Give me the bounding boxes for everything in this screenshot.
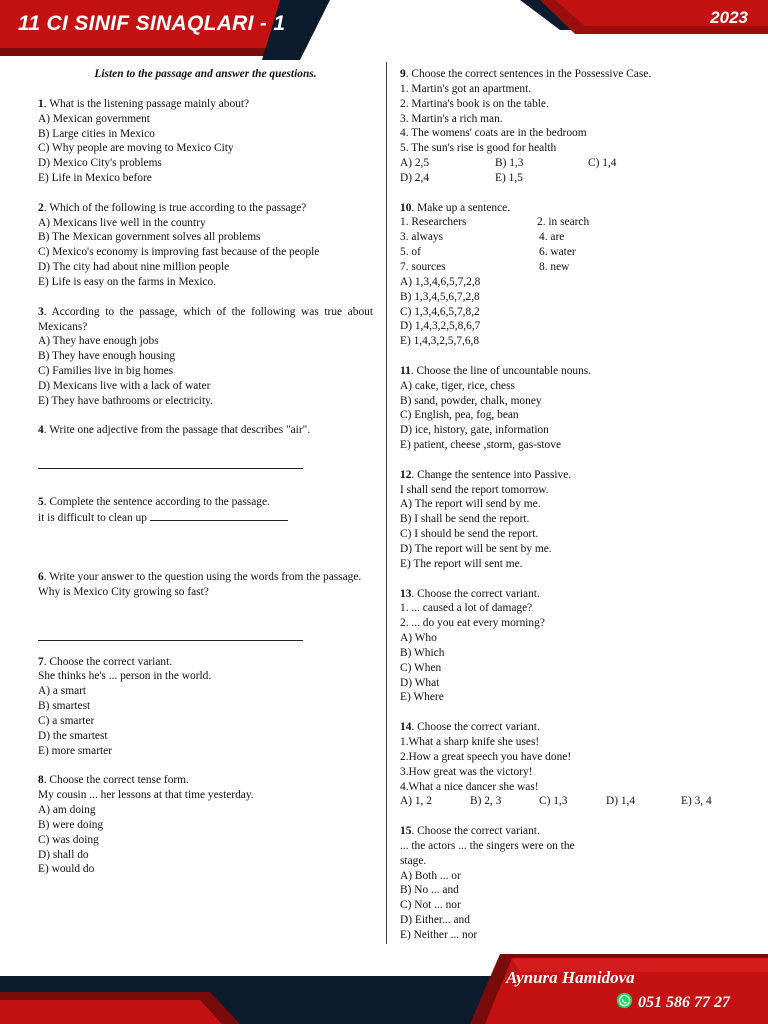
question-number: 4 bbox=[38, 424, 44, 437]
answer-option[interactable]: E) Life in Mexico before bbox=[38, 172, 152, 185]
right-column bbox=[400, 67, 730, 958]
answer-option[interactable]: C) I should be send the report. bbox=[400, 528, 539, 541]
question-14 bbox=[400, 720, 730, 809]
question-number: 9 bbox=[400, 68, 406, 80]
answer-option[interactable]: E) patient, cheese ,storm, gas-stove bbox=[400, 439, 561, 452]
phone-text: 051 586 77 27 bbox=[638, 994, 730, 1011]
question-7 bbox=[38, 655, 373, 759]
answer-option[interactable]: B) 1,3 bbox=[495, 157, 524, 170]
question-10-stem bbox=[400, 201, 730, 216]
question-text: . Choose the correct variant. bbox=[411, 721, 540, 734]
answer-line[interactable] bbox=[38, 640, 303, 641]
question-text: . Choose the correct variant. bbox=[411, 825, 540, 838]
answer-option[interactable]: E) They have bathrooms or electricity. bbox=[38, 394, 213, 407]
question-text: . Choose the correct tense form. bbox=[43, 774, 189, 787]
question-text: . Which of the following is true according to the passage? bbox=[43, 201, 307, 214]
question-text: . Complete the sentence according to the passage. bbox=[43, 496, 270, 509]
fill-blank[interactable] bbox=[150, 510, 288, 521]
answer-option[interactable]: C) 1,4 bbox=[588, 157, 617, 170]
question-number: 1 bbox=[38, 97, 44, 110]
answer-option[interactable]: A) Mexican government bbox=[38, 112, 150, 125]
answer-option[interactable]: B) They have enough housing bbox=[38, 350, 176, 363]
header-year: 2023 bbox=[710, 8, 748, 27]
answer-option[interactable]: B) 1,3,4,5,6,7,2,8 bbox=[400, 290, 480, 303]
word-row bbox=[400, 230, 730, 245]
answer-option[interactable]: C) a smarter bbox=[38, 715, 95, 727]
question-13-stem bbox=[400, 587, 730, 602]
phone-number bbox=[616, 994, 730, 1012]
question-text: . Choose the correct variant. bbox=[43, 655, 173, 668]
answer-option[interactable]: A) Who bbox=[400, 632, 437, 645]
answer-option[interactable]: A) Both ... or bbox=[400, 869, 461, 882]
answer-option[interactable]: C) Mexico's economy is improving fast because of the people bbox=[38, 246, 320, 259]
listening-instruction: Listen to the passage and answer the questions. bbox=[94, 68, 317, 80]
left-column bbox=[38, 67, 373, 892]
statement-item: 5. The sun's rise is good for health bbox=[400, 142, 557, 155]
statement-item: 2. ... do you eat every morning? bbox=[400, 617, 545, 630]
answer-option[interactable]: E) The report will sent me. bbox=[400, 557, 523, 570]
question-9-stem bbox=[400, 67, 730, 82]
question-6-prompt: Why is Mexico City growing so fast? bbox=[38, 585, 209, 598]
answer-option[interactable]: E) 1,5 bbox=[495, 171, 523, 184]
question-10 bbox=[400, 201, 730, 349]
author-name: Aynura Hamidova bbox=[506, 968, 635, 987]
answer-option[interactable]: B) Large cities in Mexico bbox=[38, 127, 155, 140]
answer-option[interactable]: D) Either... and bbox=[400, 914, 470, 927]
answer-option[interactable]: C) When bbox=[400, 661, 442, 674]
word-row bbox=[400, 245, 730, 260]
question-number: 8 bbox=[38, 774, 44, 787]
question-number: 2 bbox=[38, 201, 44, 214]
sentence-text: it is difficult to clean up bbox=[38, 512, 150, 525]
answer-option[interactable]: C) English, pea, fog, bean bbox=[400, 409, 519, 422]
question-2-stem bbox=[38, 201, 373, 216]
question-text: . According to the passage, which of the following was true about Mexicans? bbox=[38, 305, 373, 333]
answer-option[interactable]: D) What bbox=[400, 676, 440, 689]
statement-item: 2. Martina's book is on the table. bbox=[400, 97, 549, 110]
answer-option[interactable]: B) Which bbox=[400, 646, 445, 659]
answer-option[interactable]: A) a smart bbox=[38, 685, 87, 698]
fill-sentence bbox=[38, 510, 373, 526]
answer-option[interactable]: B) I shall be send the report. bbox=[400, 513, 530, 526]
answer-option[interactable]: B) smartest bbox=[38, 700, 91, 713]
question-sentence: I shall send the report tomorrow. bbox=[400, 483, 549, 496]
answer-option[interactable]: B) sand, powder, chalk, money bbox=[400, 394, 542, 407]
word-item: 7. sources bbox=[400, 260, 446, 273]
word-item: 3. always bbox=[400, 231, 444, 244]
answer-option[interactable]: C) 1,3,4,6,5,7,8,2 bbox=[400, 305, 480, 318]
column-divider bbox=[386, 62, 387, 944]
answer-option[interactable]: A) The report will send by me. bbox=[400, 498, 541, 511]
word-item: 6. water bbox=[539, 246, 576, 259]
question-15-stem bbox=[400, 824, 730, 839]
question-15 bbox=[400, 824, 730, 943]
word-item: 2. in search bbox=[537, 216, 590, 229]
statement-item: 3.How great was the victory! bbox=[400, 765, 533, 778]
footer-banner bbox=[0, 954, 768, 1024]
answer-line[interactable] bbox=[38, 468, 303, 469]
answer-option[interactable]: E) Where bbox=[400, 691, 444, 704]
question-sentence: My cousin ... her lessons at that time yesterday. bbox=[38, 789, 254, 802]
question-6-stem bbox=[38, 570, 373, 585]
question-3 bbox=[38, 305, 373, 409]
answer-option[interactable]: E) Life is easy on the farms in Mexico. bbox=[38, 275, 217, 288]
answer-option[interactable]: D) Mexicans live with a lack of water bbox=[38, 379, 211, 392]
question-4 bbox=[38, 423, 373, 469]
question-1 bbox=[38, 97, 373, 186]
question-number: 14 bbox=[400, 721, 412, 734]
question-2 bbox=[38, 201, 373, 290]
options-row bbox=[400, 156, 730, 171]
answer-option[interactable]: D) The report will be sent by me. bbox=[400, 543, 552, 555]
answer-option[interactable]: A) 1, 2 bbox=[400, 795, 432, 808]
answer-option[interactable]: A) 2,5 bbox=[400, 157, 430, 170]
word-row bbox=[400, 215, 730, 230]
statement-item: 4.What a nice dancer she was! bbox=[400, 780, 539, 793]
answer-option[interactable]: E) Neither ... nor bbox=[400, 928, 478, 941]
answer-option[interactable]: C) Why people are moving to Mexico City bbox=[38, 142, 234, 155]
question-12 bbox=[400, 468, 730, 572]
answer-option[interactable]: D) shall do bbox=[38, 848, 89, 861]
statement-item: 1. ... caused a lot of damage? bbox=[400, 602, 533, 615]
header-title: 11 CI SINIF SINAQLARI - 1 bbox=[18, 12, 286, 35]
question-8-stem bbox=[38, 773, 373, 788]
question-9 bbox=[400, 67, 730, 186]
question-7-stem bbox=[38, 655, 373, 670]
question-1-stem bbox=[38, 97, 373, 112]
question-number: 11 bbox=[400, 364, 411, 377]
question-number: 3 bbox=[38, 305, 44, 318]
question-text: . Write your answer to the question using the words from the passage. bbox=[43, 570, 362, 583]
answer-option[interactable]: E) would do bbox=[38, 863, 95, 876]
answer-option[interactable]: A) 1,3,4,6,5,7,2,8 bbox=[400, 275, 481, 288]
statement-item: 1.What a sharp knife she uses! bbox=[400, 735, 540, 748]
answer-option[interactable]: D) the smartest bbox=[38, 729, 108, 742]
question-number: 12 bbox=[400, 468, 412, 481]
question-sentence: She thinks he's ... person in the world. bbox=[38, 670, 212, 683]
question-number: 10 bbox=[400, 201, 412, 214]
question-13 bbox=[400, 587, 730, 706]
statement-item: 4. The womens' coats are in the bedroom bbox=[400, 127, 587, 140]
answer-option[interactable]: A) am doing bbox=[38, 804, 96, 817]
answer-option[interactable]: A) They have enough jobs bbox=[38, 335, 159, 348]
options-row bbox=[400, 171, 730, 186]
question-4-stem bbox=[38, 423, 373, 438]
question-5-stem bbox=[38, 495, 373, 510]
answer-option[interactable]: D) The city had about nine million people bbox=[38, 261, 230, 274]
question-number: 13 bbox=[400, 587, 412, 600]
answer-option[interactable]: A) cake, tiger, rice, chess bbox=[400, 379, 515, 392]
question-sentence: ... the actors ... the singers were on the stage. bbox=[400, 839, 575, 867]
question-text: . What is the listening passage mainly about? bbox=[43, 97, 250, 110]
answer-option[interactable]: E) 1,4,3,2,5,7,6,8 bbox=[400, 335, 480, 348]
word-item: 4. are bbox=[539, 231, 565, 244]
question-text: . Choose the line of uncountable nouns. bbox=[410, 364, 592, 377]
question-number: 7 bbox=[38, 655, 44, 668]
question-text: . Choose the correct sentences in the Possessive Case. bbox=[405, 68, 652, 80]
statement-item: 2.How a great speech you have done! bbox=[400, 750, 572, 763]
question-3-stem bbox=[38, 305, 373, 335]
question-5 bbox=[38, 495, 373, 526]
statement-item: 1. Martin's got an apartment. bbox=[400, 82, 532, 95]
answer-option[interactable]: B) No ... and bbox=[400, 884, 459, 897]
question-8 bbox=[38, 773, 373, 877]
question-text: . Make up a sentence. bbox=[411, 201, 511, 214]
word-item: 5. of bbox=[400, 246, 421, 259]
question-number: 5 bbox=[38, 496, 44, 509]
answer-option[interactable]: D) 1,4 bbox=[606, 795, 636, 808]
answer-option[interactable]: B) were doing bbox=[38, 818, 104, 831]
answer-option[interactable]: C) Not ... nor bbox=[400, 899, 461, 912]
answer-option[interactable]: B) 2, 3 bbox=[470, 795, 502, 808]
question-11 bbox=[400, 364, 730, 453]
word-item: 1. Researchers bbox=[400, 216, 467, 229]
answer-option[interactable]: C) Families live in big homes bbox=[38, 365, 174, 378]
answer-option[interactable]: D) Mexico City's problems bbox=[38, 157, 162, 170]
answer-option[interactable]: B) The Mexican government solves all problems bbox=[38, 231, 261, 244]
question-number: 15 bbox=[400, 825, 412, 838]
answer-option[interactable]: C) was doing bbox=[38, 833, 99, 846]
options-row bbox=[400, 794, 730, 809]
answer-option[interactable]: D) ice, history, gate, information bbox=[400, 424, 549, 437]
word-item: 8. new bbox=[539, 260, 570, 273]
question-text: . Write one adjective from the passage that describes "air". bbox=[43, 424, 311, 437]
question-text: . Choose the correct variant. bbox=[411, 587, 540, 600]
answer-option[interactable]: E) more smarter bbox=[38, 744, 113, 757]
answer-option[interactable]: D) 1,4,3,2,5,8,6,7 bbox=[400, 320, 481, 333]
answer-option[interactable]: D) 2,4 bbox=[400, 171, 430, 184]
statement-item: 3. Martin's a rich man. bbox=[400, 112, 503, 125]
question-text: . Change the sentence into Passive. bbox=[411, 468, 572, 481]
question-12-stem bbox=[400, 468, 730, 483]
word-row bbox=[400, 260, 730, 275]
question-number: 6 bbox=[38, 570, 44, 583]
answer-option[interactable]: A) Mexicans live well in the country bbox=[38, 216, 206, 229]
question-6 bbox=[38, 570, 373, 641]
answer-option[interactable]: C) 1,3 bbox=[539, 795, 568, 808]
question-11-stem bbox=[400, 364, 730, 379]
question-14-stem bbox=[400, 720, 730, 735]
answer-option[interactable]: E) 3, 4 bbox=[681, 795, 712, 808]
